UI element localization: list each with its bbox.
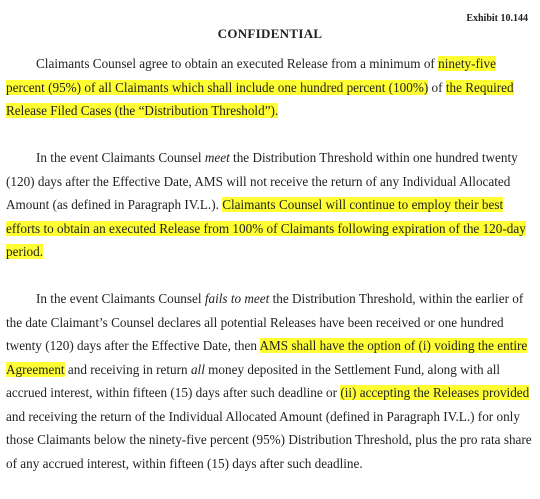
paragraph-fail-threshold [6,287,532,475]
text-segment: Claimants Counsel agree to obtain an executed Release from a minimum of [36,56,439,71]
italic-text: all [190,361,205,377]
highlighted-text: Claimants Counsel will continue to employ their best efforts to obtain an executed Release from 100% of Claimants following expiration of the 120-day period. [6,197,526,259]
text-segment: the Distribution Threshold, within the earlier of the date Claimant’s Counsel declares all potential Releases have been received or one hundred twenty (120) days after the Effective Date, then [6,291,524,353]
highlighted-text: AMS shall have the option of (i) voiding the entire Agreement [6,338,528,377]
text-segment: of [428,79,446,95]
highlighted-text: (ii) accepting the Releases provided [340,385,530,400]
text-segment: and receiving the return of the Individual Allocated Amount (defined in Paragraph IV.L.) for only those Claimants below the ninety-five percent (95%) Distribution Threshold, plus the pro rata share of any accrued interest, within fifteen (15) days after such deadline. [6,408,532,471]
exhibit-label: Exhibit 10.144 [466,13,528,24]
text-segment: In the event Claimants Counsel [36,150,205,165]
paragraph-distribution-threshold [6,52,532,123]
text-segment: and receiving in return [64,361,191,377]
text-segment: the Distribution Threshold within one hundred twenty (120) days after the Effective Date, AMS will not receive the return of any Individual Allocated Amount (as defined in Paragraph IV.L.). [6,150,518,212]
italic-text: fails to meet [204,291,270,306]
highlighted-text: ninety-five percent (95%) of all Claimants which shall include one hundred percent (100%) [6,56,496,95]
document-body [6,52,532,499]
text-segment: In the event Claimants Counsel [36,291,205,306]
italic-text: meet [204,150,230,165]
paragraph-meet-threshold [6,146,532,264]
highlighted-text: the Required Release Filed Cases (the “Distribution Threshold”). [6,79,514,118]
document-title: CONFIDENTIAL [217,26,323,41]
text-segment: money deposited in the Settlement Fund, along with all accrued interest, within fifteen (15) days after such deadline or [6,361,501,400]
